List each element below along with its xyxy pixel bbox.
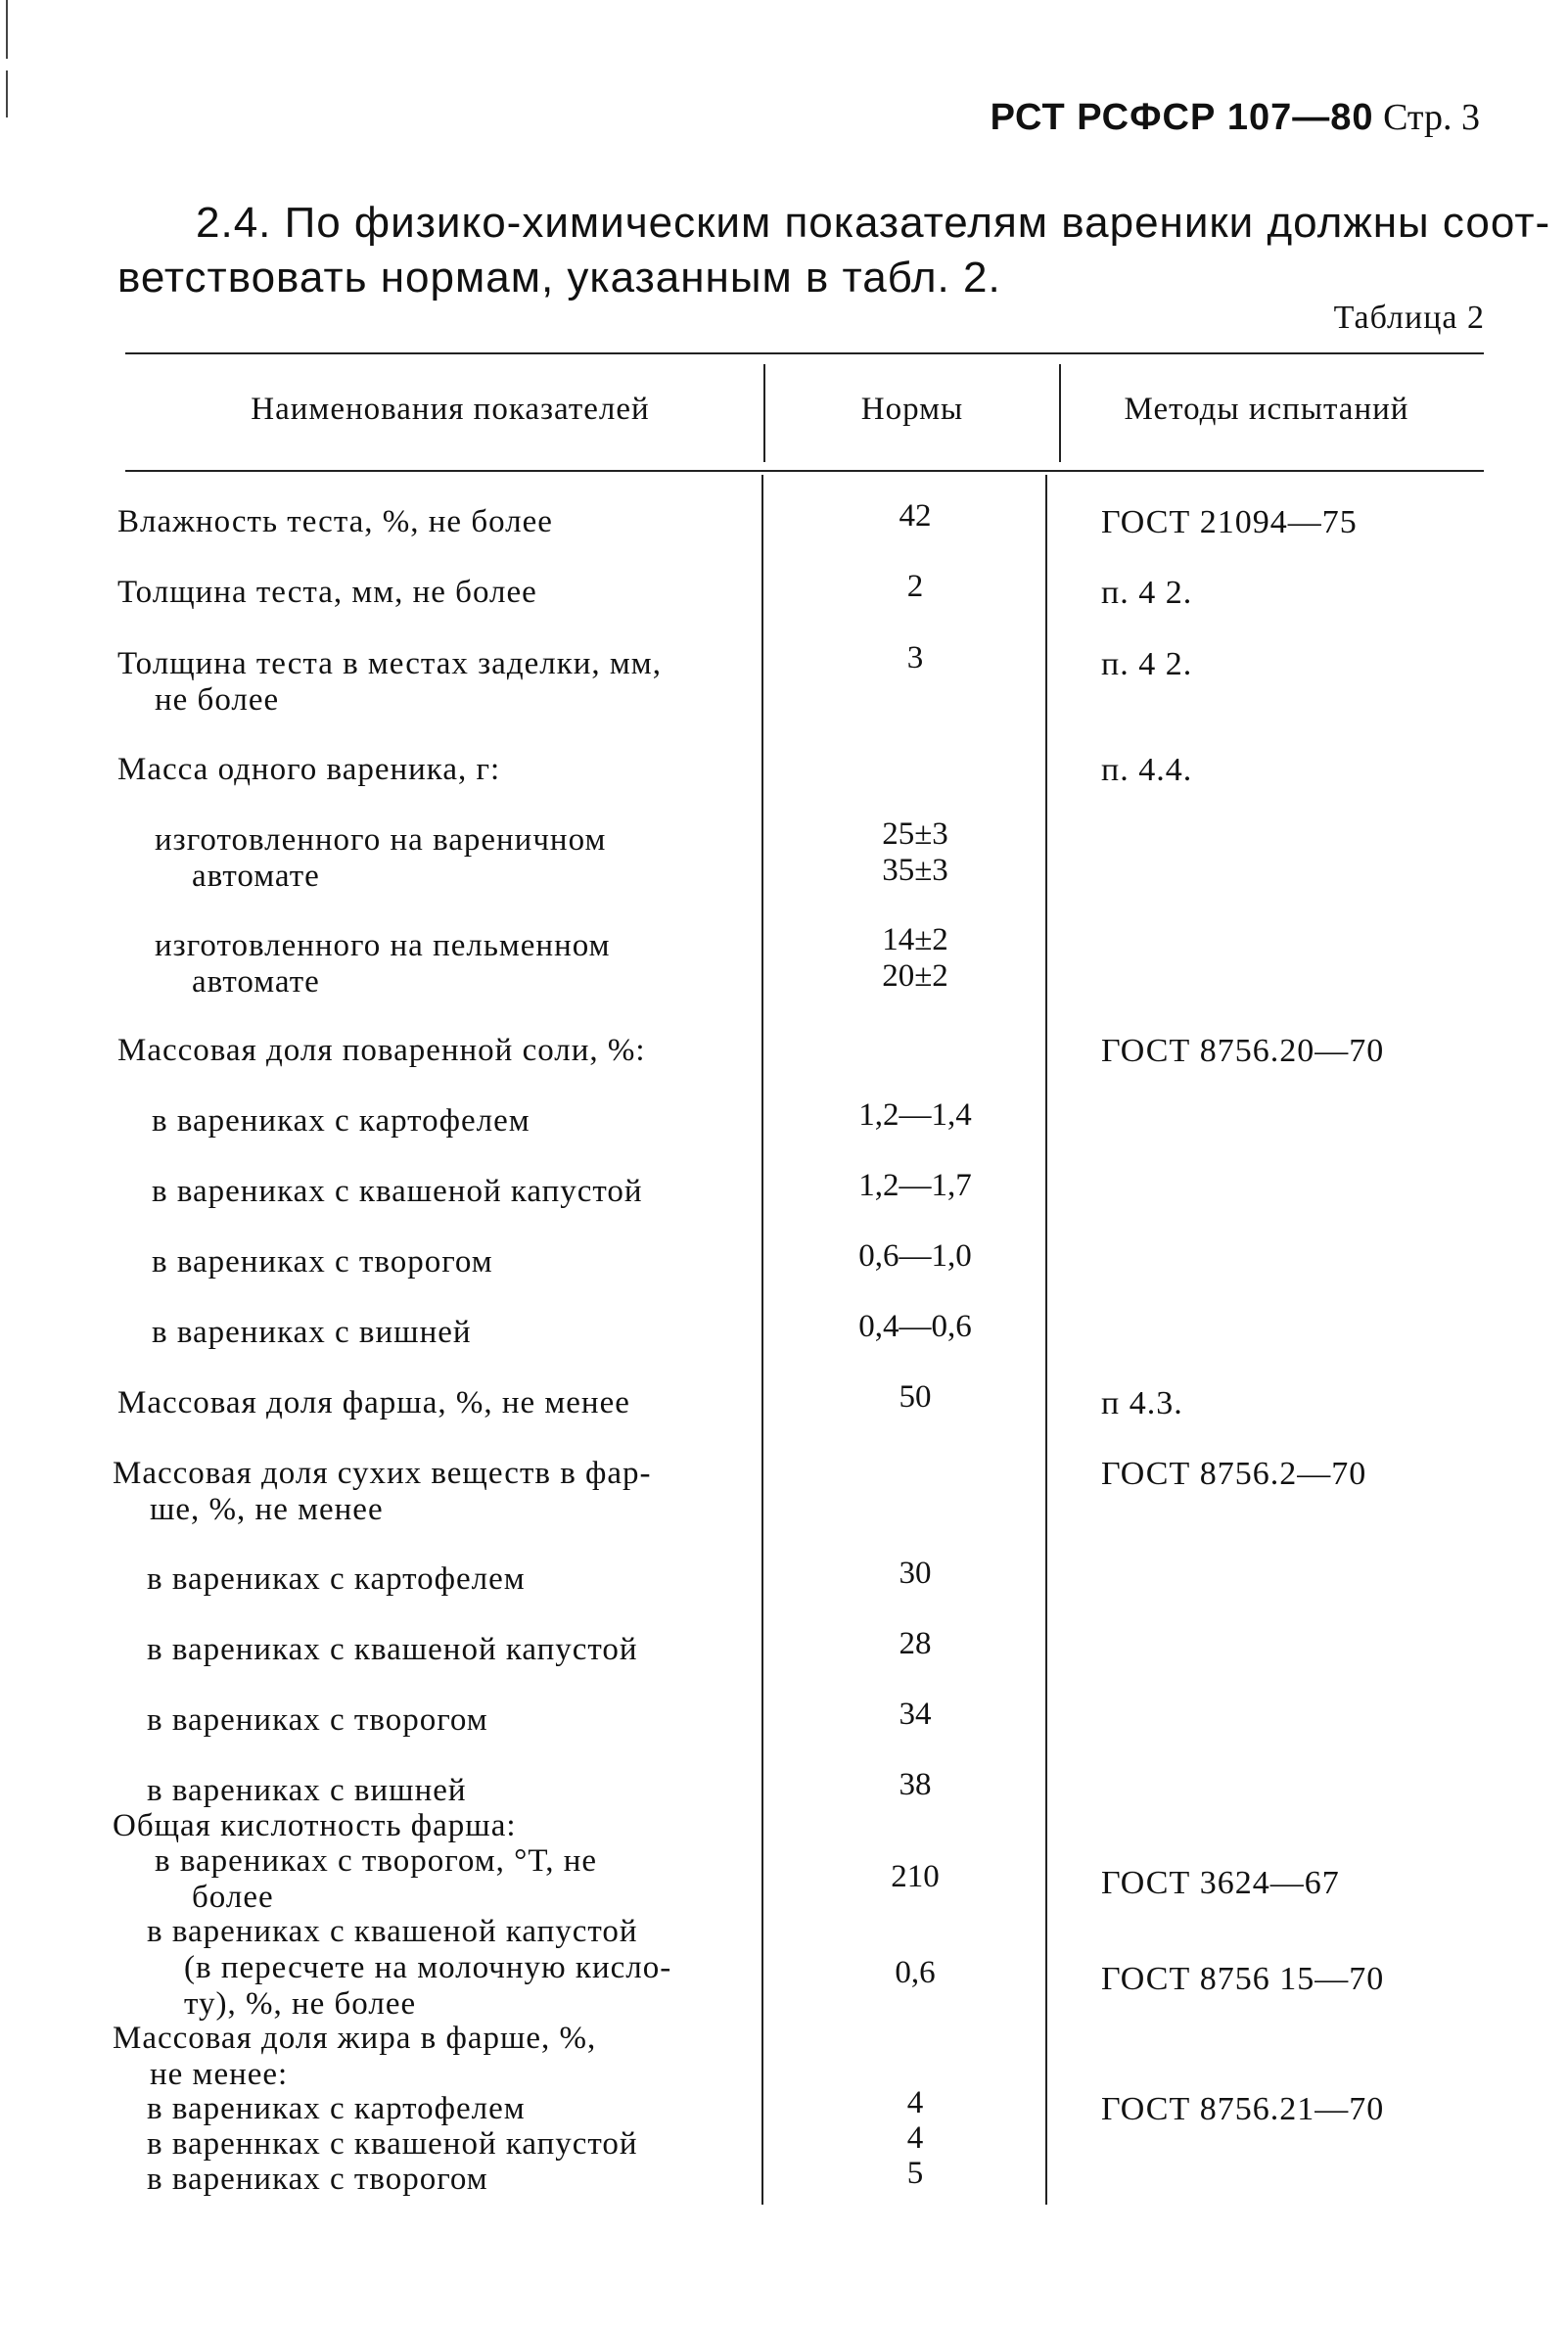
norm-value-line: 14±2 [882,922,948,957]
indicator-name [147,1773,467,1809]
indicator-name-line: в варениках с творогом [147,1702,488,1738]
norm-value-line: 30 [899,1556,932,1591]
page-number: Стр. 3 [1383,97,1480,138]
indicator-name [147,1914,671,2023]
norm-value-line: 38 [899,1767,932,1802]
indicator-name-line: в варениках с картофелем [152,1103,530,1139]
page-header [991,96,1480,139]
indicator-name [152,1103,530,1140]
norm-value-line: 4 [906,2120,924,2156]
norm-value [773,2085,1057,2121]
norm-value [773,1859,1057,1895]
intro-paragraph [117,196,1551,305]
test-method: ГОСТ 8756.20—70 [1101,1033,1385,1069]
table-caption: Таблица 2 [1333,300,1485,336]
indicator-name-line: Толщина теста, мм, не более [117,575,537,610]
indicator-name-line: Толщина теста в местах заделки, мм, [117,646,662,681]
test-method: ГОСТ 21094—75 [1101,504,1358,540]
test-method: ГОСТ 3624—67 [1101,1865,1340,1902]
indicator-name [113,1808,517,1844]
indicator-name-line: Влажность теста, %, не более [117,504,553,539]
indicator-name [117,646,662,719]
indicator-name [152,1315,472,1351]
indicator-name [117,1385,630,1421]
table-top-rule [125,352,1484,354]
test-method: ГОСТ 8756.2—70 [1101,1456,1367,1492]
indicator-name-line: более [192,1880,274,1915]
indicator-name [117,504,553,540]
norm-value [773,816,1057,889]
indicator-name [147,2091,526,2127]
norm-value [773,498,1057,535]
norm-value-line: 25±3 [882,816,948,852]
column-header-norm: Нормы [860,392,964,427]
norm-value-line: 4 [906,2085,924,2120]
norm-value [773,1767,1057,1803]
norm-value [773,1556,1057,1592]
norm-value [773,1955,1057,1991]
norm-value [773,1626,1057,1662]
indicator-name [117,752,500,788]
indicator-name-line: в варениках с творогом, °Т, не [155,1843,598,1879]
indicator-name-line: в варениках с квашеной капустой [147,1632,638,1667]
norm-value-line: 20±2 [882,958,948,994]
indicator-name-line: ту), %, не более [184,1986,417,2022]
indicator-name-line: в варениках с картофелем [147,1561,526,1597]
test-method: п. 4.4. [1101,752,1193,788]
indicator-name [113,2021,596,2093]
norm-value [773,1238,1057,1275]
norm-value [773,569,1057,605]
norm-value [773,1309,1057,1345]
norm-value-line: 0,6—1,0 [858,1238,972,1274]
indicator-name-line: Массовая доля жира в фарше, %, [113,2021,597,2056]
indicator-name-line: не более [155,682,280,718]
intro-line-2: ветствовать нормам, указанным в табл. 2. [117,254,1001,302]
indicator-name-line: в варениках с творогом [147,2162,488,2197]
norm-value-line: 2 [906,569,924,604]
norm-value-line: 35±3 [882,853,948,888]
table-header-rule [125,470,1484,472]
norm-value [773,2120,1057,2157]
scan-edge-mark-1 [6,0,8,59]
test-method: ГОСТ 8756 15—70 [1101,1961,1385,1998]
indicator-name [152,1244,493,1280]
indicator-name-line: Общая кислотность фарша: [113,1808,517,1843]
norm-value-line: 1,2—1,4 [858,1097,972,1133]
indicator-name [117,1033,646,1069]
indicator-name-line: Масса одного вареника, г: [117,752,501,787]
indicator-name-line: в варениках с творогом [152,1244,493,1280]
norm-value-line: 34 [899,1697,932,1732]
indicator-name [152,1174,643,1210]
indicator-name-line: ше, %, не менее [150,1492,384,1527]
norm-value [773,1379,1057,1416]
norm-value-line: 1,2—1,7 [858,1168,972,1203]
indicator-name [147,1632,638,1668]
indicator-name [147,2162,488,2198]
norm-value [773,2156,1057,2192]
test-method: п 4.3. [1101,1385,1183,1421]
scan-edge-mark-2 [6,70,8,117]
indicator-name-line: в вареннках с квашеной капустой [147,2126,638,2162]
indicator-name [113,1456,652,1528]
indicator-name [117,575,537,611]
indicator-name-line: изготовленного на вареничном [155,822,607,858]
indicator-name-line: Массовая доля фарша, %, не менее [117,1385,630,1420]
indicator-name-line: в варениках с картофелем [147,2091,526,2126]
indicator-name-line: в варениках с вишней [147,1773,467,1808]
test-method: п. 4 2. [1101,646,1193,682]
column-header-method: Методы испытаний [1124,392,1409,427]
norm-value-line: 210 [891,1859,940,1895]
indicator-name [155,822,606,895]
norm-value [773,1697,1057,1733]
norm-value-line: 50 [899,1379,932,1415]
indicator-name-line: автомате [192,964,320,1000]
indicator-name [155,1843,597,1916]
norm-value-line: 0,6 [895,1955,936,1991]
document-code: РСТ РСФСР 107—80 [990,97,1374,138]
indicator-name-line: в варениках с квашеной капустой [152,1174,643,1209]
indicator-name-line: (в пересчете на молочную кисло- [184,1950,672,1985]
indicator-name-line: в варениках с квашеной капустой [147,1914,638,1949]
indicator-name [147,1702,488,1739]
norm-value-line: 3 [906,640,924,675]
indicator-name-line: не менее: [150,2057,289,2092]
norm-value [773,1168,1057,1204]
norm-value-line: 0,4—0,6 [858,1309,972,1344]
indicator-name-line: в варениках с вишней [152,1315,472,1350]
body-divider-1 [761,475,763,2205]
norm-value-line: 28 [899,1626,932,1661]
norm-value [773,1097,1057,1134]
norm-value-line: 5 [906,2156,924,2191]
indicator-name [147,2126,638,2163]
intro-line-1: 2.4. По физико-химическим показателям вареники должны соот- [196,199,1551,247]
indicator-name-line: автомате [192,859,320,894]
norm-value [773,922,1057,995]
norm-value-line: 42 [899,498,932,534]
indicator-name-line: изготовленного на пельменном [155,928,611,963]
norm-value [773,640,1057,676]
indicator-name [155,928,611,1001]
indicator-name [147,1561,526,1598]
column-header-name: Наименования показателей [251,392,650,427]
indicator-name-line: Массовая доля поваренной соли, %: [117,1033,646,1068]
test-method: п. 4 2. [1101,575,1193,611]
indicator-name-line: Массовая доля сухих веществ в фар- [113,1456,652,1491]
test-method: ГОСТ 8756.21—70 [1101,2091,1385,2127]
